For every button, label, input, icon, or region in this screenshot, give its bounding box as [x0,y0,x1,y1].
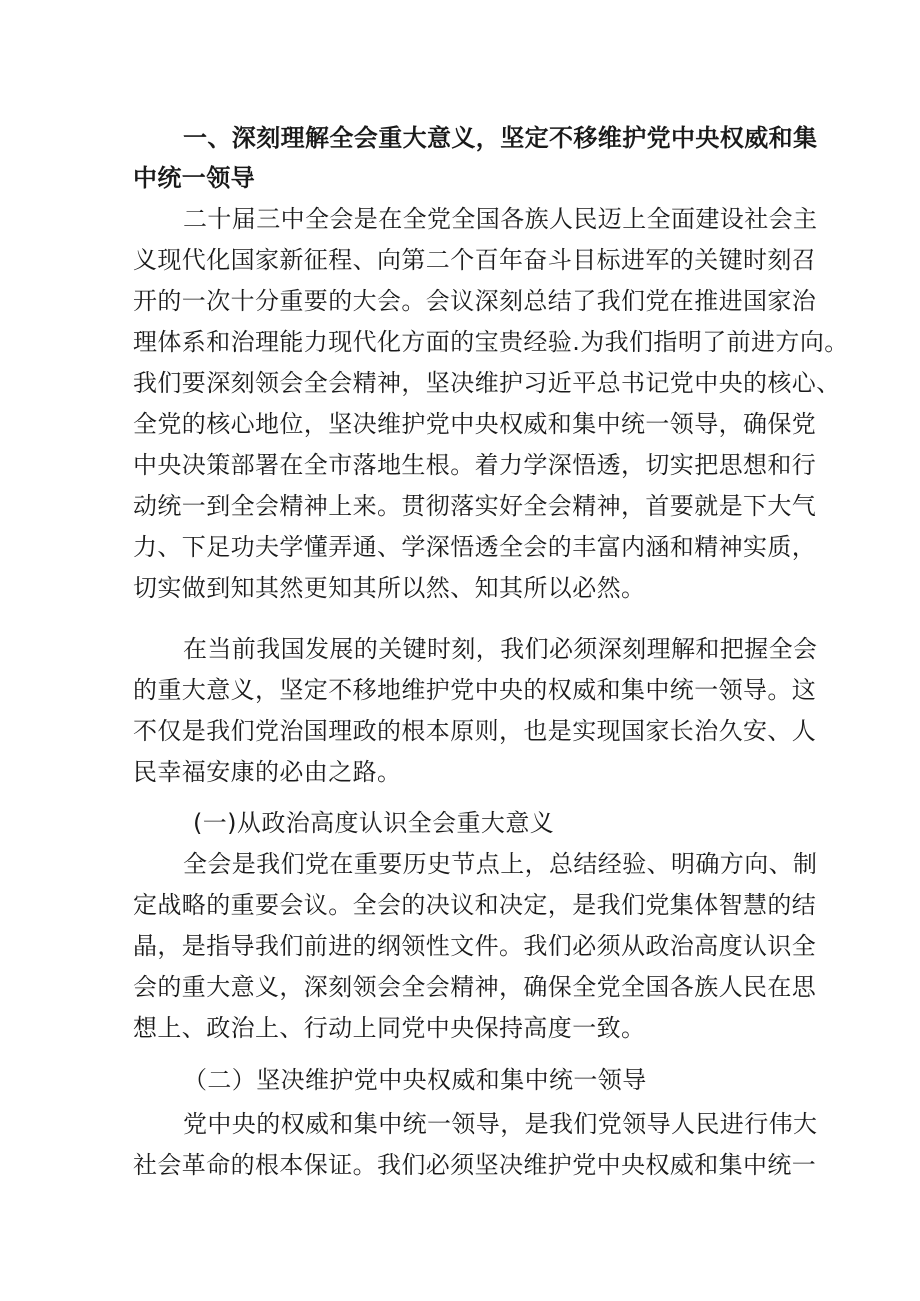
section-heading-line-1: 一、深刻理解全会重大意义，坚定不移维护党中央权威和集 [183,124,818,152]
paragraph-line: 中央决策部署在全市落地生根。着力学深悟透，切实把思想和行 [133,451,817,479]
paragraph-line: 的重大意义，坚定不移地维护党中央的权威和集中统一领导。这 [133,676,817,704]
subheading-2: （二）坚决维护党中央权威和集中统一领导 [183,1066,647,1094]
subheading-1: (一)从政治高度认识全会重大意义 [193,809,555,837]
paragraph-line: 党中央的权威和集中统一领导，是我们党领导人民进行伟大 [183,1110,818,1138]
paragraph-line: 理体系和治理能力现代化方面的宝贵经验.为我们指明了前进方向。 [133,328,849,356]
paragraph-line: 晶，是指导我们前进的纲领性文件。我们必须从政治高度认识全 [133,932,817,960]
paragraph-line: 全会是我们党在重要历史节点上，总结经验、明确方向、制 [183,850,818,878]
section-heading-line-2: 中统一领导 [133,164,255,192]
paragraph-line: 二十届三中全会是在全党全国各族人民迈上全面建设社会主 [183,205,818,233]
paragraph-line: 在当前我国发展的关键时刻，我们必须深刻理解和把握全会 [183,635,818,663]
paragraph-line: 定战略的重要会议。全会的决议和决定，是我们党集体智慧的结 [133,891,817,919]
paragraph-line: 力、下足功夫学懂弄通、学深悟透全会的丰富内涵和精神实质， [133,533,817,561]
paragraph-line: 不仅是我们党治国理政的根本原则，也是实现国家长治久安、人 [133,717,817,745]
paragraph-line: 会的重大意义，深刻领会全会精神，确保全党全国各族人民在思 [133,973,817,1001]
paragraph-line: 我们要深刻领会全会精神，坚决维护习近平总书记党中央的核心、 [133,369,841,397]
paragraph-line: 全党的核心地位，坚决维护党中央权威和集中统一领导，确保党 [133,410,817,438]
paragraph-line: 民幸福安康的必由之路。 [133,758,402,786]
paragraph-line: 想上、政治上、行动上同党中央保持高度一致。 [133,1014,646,1042]
paragraph-line: 义现代化国家新征程、向第二个百年奋斗目标进军的关键时刻召 [133,246,817,274]
paragraph-line: 动统一到全会精神上来。贯彻落实好全会精神，首要就是下大气 [133,492,817,520]
paragraph-line: 开的一次十分重要的大会。会议深刻总结了我们党在推进国家治 [133,287,817,315]
paragraph-line: 社会革命的根本保证。我们必须坚决维护党中央权威和集中统一 [133,1151,817,1179]
paragraph-line: 切实做到知其然更知其所以然、知其所以必然。 [133,574,646,602]
